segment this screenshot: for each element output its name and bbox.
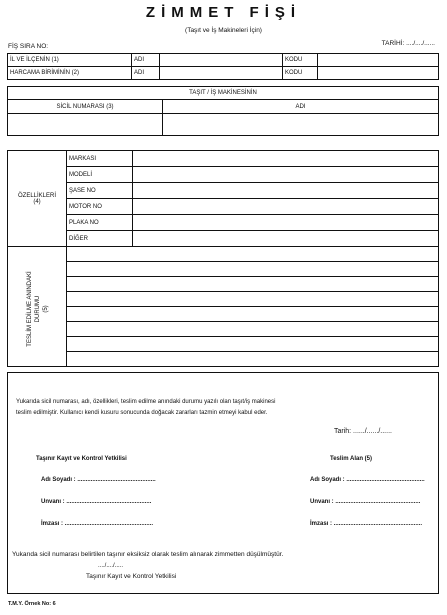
location-table <box>7 53 439 80</box>
engine-number-label: MOTOR NO <box>67 199 133 215</box>
statement-line-2: teslim edilmiştir. Kullanıcı kendi kusuru sonucunda doğacak zararları tazmin etmeyi kabul eder. <box>16 410 268 416</box>
left-signer-title: Taşınır Kayıt ve Kontrol Yetkilisi <box>36 456 127 462</box>
condition-line-3[interactable] <box>67 277 439 292</box>
other-label: DİĞER <box>67 231 133 247</box>
chassis-number-field[interactable] <box>133 183 439 199</box>
condition-line-6[interactable] <box>67 322 439 337</box>
form-code: T.M.Y. Örnek No: 6 <box>8 601 56 607</box>
brand-field[interactable] <box>133 151 439 167</box>
condition-label-cell <box>8 247 67 367</box>
condition-line-1[interactable] <box>67 247 439 262</box>
features-table <box>7 150 439 247</box>
form-title: ZİMMET FİŞİ <box>145 4 302 21</box>
province-label: İL VE İLÇENİN (1) <box>8 54 132 67</box>
chassis-number-label: ŞASE NO <box>67 183 133 199</box>
registration-number-field[interactable] <box>8 114 163 136</box>
model-label: MODELİ <box>67 167 133 183</box>
other-field[interactable] <box>133 231 439 247</box>
condition-label: TESLİM EDİLME ANINDAKİ <box>27 271 33 347</box>
vehicle-name-label: ADI <box>163 100 439 114</box>
condition-line-4[interactable] <box>67 292 439 307</box>
left-signature-field[interactable]: İmzası : ..................................................... <box>41 521 154 527</box>
spending-unit-name-label: ADI <box>132 67 160 80</box>
features-label-cell <box>8 151 67 247</box>
condition-line-5[interactable] <box>67 307 439 322</box>
registration-number-label: SİCİL NUMARASI (3) <box>8 100 163 114</box>
statement-date-field[interactable]: Tarih: ....../....../...... <box>334 428 392 435</box>
form-subtitle: (Taşıt ve İş Makineleri İçin) <box>185 27 262 34</box>
form-serial-number-field[interactable]: FİŞ SIRA NO: <box>8 43 49 50</box>
vehicle-name-field[interactable] <box>163 114 439 136</box>
return-date-field[interactable]: ..../..../..... <box>98 563 124 569</box>
vehicle-table <box>7 86 439 136</box>
spending-unit-name-field[interactable] <box>160 67 283 80</box>
right-signature-field[interactable]: İmzası : ..................................................... <box>310 521 423 527</box>
plate-number-field[interactable] <box>133 215 439 231</box>
date-field[interactable]: TARİHİ: ..../..../...... <box>381 40 435 47</box>
province-code-label: KODU <box>283 54 318 67</box>
province-name-label: ADI <box>132 54 160 67</box>
brand-label: MARKASI <box>67 151 133 167</box>
spending-unit-label: HARCAMA BİRİMİNİN (2) <box>8 67 132 80</box>
condition-label-2: DURUMU <box>35 295 41 323</box>
return-signer-title: Taşınır Kayıt ve Kontrol Yetkilisi <box>86 573 177 580</box>
spending-unit-code-field[interactable] <box>318 67 439 80</box>
signature-box <box>7 372 439 594</box>
return-statement: Yukarıda sicil numarası belirtilen taşınır eksiksiz olarak teslim alınarak zimmetten düşülmüştür. <box>12 551 284 558</box>
features-number: (4) <box>33 198 41 205</box>
condition-line-2[interactable] <box>67 262 439 277</box>
province-name-field[interactable] <box>160 54 283 67</box>
plate-number-label: PLAKA NO <box>67 215 133 231</box>
right-title-field[interactable]: Unvanı : ................................................... <box>310 499 421 505</box>
condition-line-7[interactable] <box>67 337 439 352</box>
model-field[interactable] <box>133 167 439 183</box>
condition-table <box>7 246 439 367</box>
right-name-field[interactable]: Adı Soyadı : ............................................... <box>310 477 425 483</box>
condition-number: (5) <box>43 305 49 313</box>
vehicle-heading: TAŞIT / İŞ MAKİNESİNİN <box>8 87 439 100</box>
condition-line-8[interactable] <box>67 352 439 367</box>
features-label: ÖZELLİKLERİ <box>17 192 56 199</box>
statement-line-1: Yukarıda sicil numarası, adı, özellikleri, teslim edilme anındaki durumu yazılı olan taşıt/iş makinesi <box>16 399 276 405</box>
right-signer-title: Teslim Alan (5) <box>330 456 373 462</box>
engine-number-field[interactable] <box>133 199 439 215</box>
left-title-field[interactable]: Unvanı : ................................................... <box>41 499 152 505</box>
province-code-field[interactable] <box>318 54 439 67</box>
left-name-field[interactable]: Adı Soyadı : ............................................... <box>41 477 156 483</box>
spending-unit-code-label: KODU <box>283 67 318 80</box>
